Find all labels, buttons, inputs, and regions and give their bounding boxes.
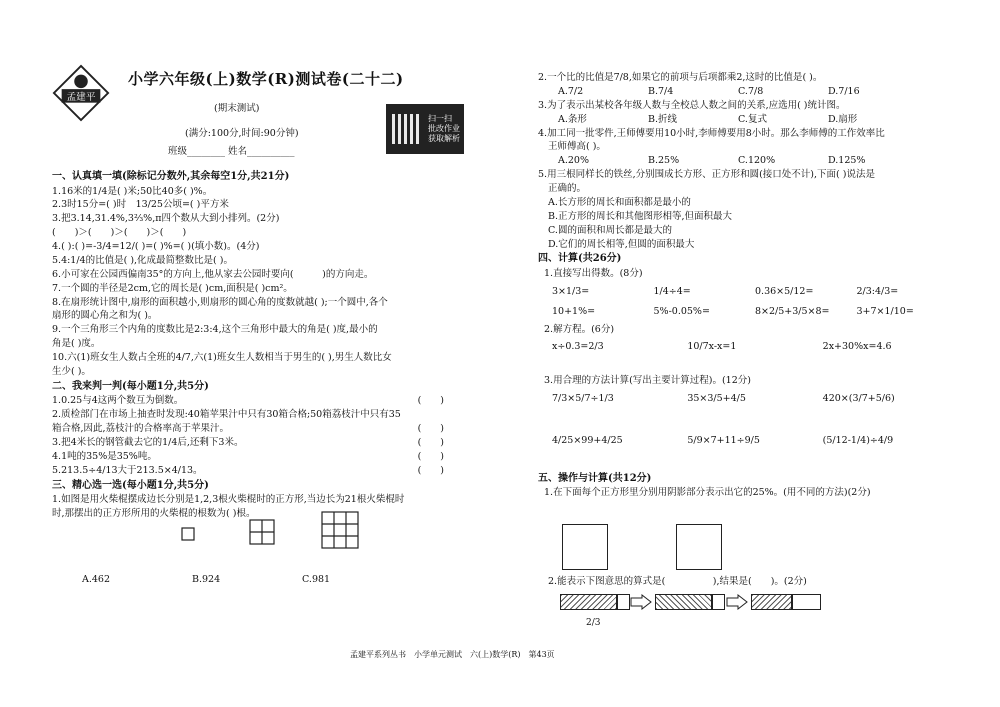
judge-blank: ( )	[417, 436, 444, 448]
question-3-1-cont: 时,那摆出的正方形所用的火柴棍的根数为( )根。	[52, 507, 256, 519]
matchstick-square-2	[248, 518, 276, 546]
calc-item: 8×2/5+3/5×8=	[755, 305, 830, 317]
question-1-3: 3.把3.14,31.4%,3⅔%,π四个数从大到小排列。(2分)	[52, 213, 280, 225]
question-1-1: 1.16米的1/4是( )米;50比40多( )%。	[52, 185, 213, 197]
calc-item: 5/9×7+11÷9/5	[687, 435, 760, 446]
calc-item: (5/12-1/4)÷4/9	[822, 435, 894, 446]
question-1-8: 8.在扇形统计图中,扇形的面积越小,则扇形的圆心角的度数就越( );一个圆中,各个	[52, 296, 388, 308]
option-c[interactable]: C.复式	[738, 113, 767, 125]
option-a[interactable]: A.462	[82, 573, 111, 585]
calc-item: 7/3×5/7÷1/3	[552, 393, 614, 405]
option-d[interactable]: D.扇形	[828, 113, 858, 125]
qr-text-line-2: 批改作业	[428, 124, 460, 133]
question-3-1-options	[82, 574, 462, 586]
question-3-1: 1.如图是用火柴棍摆成边长分别是1,2,3根火柴棍时的正方形,当边长为21根火柴棍时	[52, 494, 405, 505]
qr-code-box[interactable]	[386, 104, 464, 154]
question-1-9-cont: 角是( )度。	[52, 338, 101, 350]
qr-code-icon	[392, 114, 422, 144]
question-1-10-cont: 生少( )。	[52, 365, 91, 377]
exam-subtitle: (期末测试)	[214, 103, 260, 114]
judge-blank: ( )	[417, 423, 444, 434]
judge-blank: ( )	[417, 450, 444, 462]
question-1-7: 7.一个圆的半径是2cm,它的周长是( )cm,面积是( )cm²。	[52, 282, 293, 294]
calc-row-1	[552, 286, 958, 298]
calc-item: 3+7×1/10=	[856, 305, 914, 317]
question-1-9: 9.一个三角形三个内角的度数比是2:3:4,这个三角形中最大的角是( )度,最小的	[52, 324, 378, 336]
question-2-2: 2.质检部门在市场上抽查时发现:40箱苹果汁中只有30箱合格;50箱荔枝汁中只有35	[52, 409, 401, 421]
option-d[interactable]: D.它们的周长相等,但圆的面积最大	[548, 238, 695, 250]
equation-item: x÷0.3=2/3	[552, 341, 604, 353]
option-d[interactable]: D.125%	[828, 155, 866, 167]
judge-blank: ( )	[417, 464, 444, 476]
arrow-right-icon	[726, 594, 748, 610]
reasonable-calc-row-1	[552, 393, 958, 405]
question-3-2-options	[558, 86, 958, 98]
matchstick-figures	[52, 522, 462, 572]
option-c[interactable]: C.圆的面积和周长都是最大的	[548, 224, 672, 236]
bar-diagram-1	[560, 594, 618, 610]
class-name-line: 班级________ 姓名__________	[168, 146, 295, 157]
question-3-4-options	[558, 155, 958, 167]
question-1-10: 10.六(1)班女生人数占全班的4/7,六(1)班女生人数相当于男生的( ),男生人数比女	[52, 352, 392, 363]
matchstick-square-3	[320, 510, 360, 550]
section-5-title: 五、操作与计算(共12分)	[538, 472, 652, 484]
calc-item: 4/25×99+4/25	[552, 435, 623, 446]
equation-item: 10/7x-x=1	[687, 341, 737, 353]
option-c[interactable]: C.7/8	[738, 85, 764, 97]
calc-item: 420×(3/7+5/6)	[822, 393, 895, 405]
option-b[interactable]: B.折线	[648, 113, 678, 125]
section-4-title: 四、计算(共26分)	[538, 253, 622, 265]
exam-title: 小学六年级(上)数学(R)测试卷(二十二)	[128, 70, 404, 88]
question-2-2-cont: 箱合格,因此,荔枝汁的合格率高于苹果汁。 ( )	[52, 423, 444, 434]
calc-item: 5%-0.05%=	[653, 305, 710, 317]
question-1-2: 2.3时15分=( )时 13/25公顷=( )平方米	[52, 199, 229, 211]
calc-item: 35×3/5+4/5	[687, 393, 746, 405]
section-2-title: 二、我来判一判(每小题1分,共5分)	[52, 380, 209, 392]
logo-text: 孟建平	[66, 91, 96, 103]
question-3-4: 4.加工同一批零件,王师傅要用10小时,李师傅要用8小时。那么李师傅的工作效率比	[538, 127, 885, 139]
equation-item: 2x+30%x=4.6	[822, 341, 892, 353]
bar-diagram-2	[655, 594, 713, 610]
question-3-5: 5.用三根同样长的铁丝,分别围成长方形、正方形和圆(接口处不计),下面( )说法是	[538, 169, 875, 181]
option-b[interactable]: B.正方形的周长和其他图形相等,但面积最大	[548, 210, 733, 222]
shading-square-2[interactable]	[676, 524, 722, 570]
question-3-4-cont: 王师傅高( )。	[548, 141, 606, 153]
question-1-4: 4.( ):( )=-3/4=12/( )=( )%=( )(填小数)。(4分)	[52, 241, 260, 252]
option-c[interactable]: C.981	[302, 573, 331, 585]
question-1-6: 6.小可家在公园西偏南35°的方向上,他从家去公园时要向( )的方向走。	[52, 268, 374, 280]
question-3-5-cont: 正确的。	[548, 183, 587, 194]
matchstick-square-1	[180, 526, 196, 542]
option-b[interactable]: B.7/4	[648, 85, 674, 97]
qr-text-line-1: 扫一扫	[428, 114, 452, 123]
question-1-3-blank: ( )＞( )＞( )＞( )	[52, 227, 187, 239]
question-3-3-options	[558, 114, 958, 126]
arrow-right-icon	[630, 594, 652, 610]
judge-blank: ( )	[417, 395, 444, 407]
question-2-4: 4.1吨的35%是35%吨。 ( )	[52, 450, 444, 462]
calc-item: 2/3:4/3=	[856, 285, 899, 297]
option-a[interactable]: A.7/2	[558, 85, 584, 97]
left-column	[52, 168, 462, 588]
question-4-3: 3.用合理的方法计算(写出主要计算过程)。(12分)	[544, 375, 751, 387]
section-3-title: 三、精心选一选(每小题1分,共5分)	[52, 479, 209, 491]
question-3-2: 2.一个比的比值是7/8,如果它的前项与后项都乘2,这时的比值是( )。	[538, 72, 823, 83]
option-a[interactable]: A.条形	[558, 113, 587, 125]
bar-diagram-2-blank	[711, 594, 725, 610]
question-5-2: 2.能表示下图意思的算式是( ),结果是( )。(2分)	[548, 576, 807, 587]
exam-meta: (满分:100分,时间:90分钟)	[185, 128, 299, 139]
section-1-title: 一、认真填一填(除标记分数外,其余每空1分,共21分)	[52, 171, 290, 182]
reasonable-calc-row-2	[552, 435, 958, 447]
question-3-3: 3.为了表示出某校各年级人数与全校总人数之间的关系,应选用( )统计图。	[538, 99, 846, 111]
calc-item: 10+1%=	[552, 305, 596, 317]
calc-item: 3×1/3=	[552, 285, 590, 297]
question-5-1: 1.在下面每个正方形里分别用阴影部分表示出它的25%。(用不同的方法)(2分)	[544, 487, 871, 499]
question-2-5: 5.213.5÷4/13大于213.5×4/13。 ( )	[52, 464, 444, 476]
option-b[interactable]: B.924	[192, 573, 221, 585]
question-2-1: 1.0.25与4这两个数互为倒数。 ( )	[52, 395, 444, 407]
option-b[interactable]: B.25%	[648, 155, 680, 167]
question-1-8-cont: 扇形的圆心角之和为( )。	[52, 310, 158, 322]
option-a[interactable]: A.长方形的周长和面积都是最小的	[548, 196, 691, 208]
question-1-5: 5.4:1/4的比值是( ),化成最简整数比是( )。	[52, 254, 233, 266]
bar-diagram-1-blank	[616, 594, 630, 610]
question-4-1: 1.直接写出得数。(8分)	[544, 267, 643, 279]
qr-text-line-3: 获取解析	[428, 134, 460, 143]
calc-item: 0.36×5/12=	[755, 285, 814, 297]
question-2-3: 3.把4米长的钢管截去它的1/4后,还剩下3米。 ( )	[52, 436, 444, 448]
fraction-label: 2/3	[586, 618, 601, 628]
publisher-logo-icon	[52, 64, 110, 122]
option-a[interactable]: A.20%	[558, 155, 589, 167]
option-d[interactable]: D.7/16	[828, 85, 860, 97]
shading-square-1[interactable]	[562, 524, 608, 570]
bar-diagram-3-blank	[791, 594, 821, 610]
bar-diagram-3	[751, 594, 793, 610]
page-footer: 孟建平系列丛书 小学单元测试 六(上)数学(R) 第43页	[350, 650, 555, 659]
calc-item: 1/4÷4=	[653, 285, 691, 297]
equation-row	[552, 341, 958, 353]
calc-row-2	[552, 306, 958, 318]
option-c[interactable]: C.120%	[738, 155, 776, 167]
right-column	[538, 70, 958, 501]
question-4-2: 2.解方程。(6分)	[544, 323, 615, 335]
